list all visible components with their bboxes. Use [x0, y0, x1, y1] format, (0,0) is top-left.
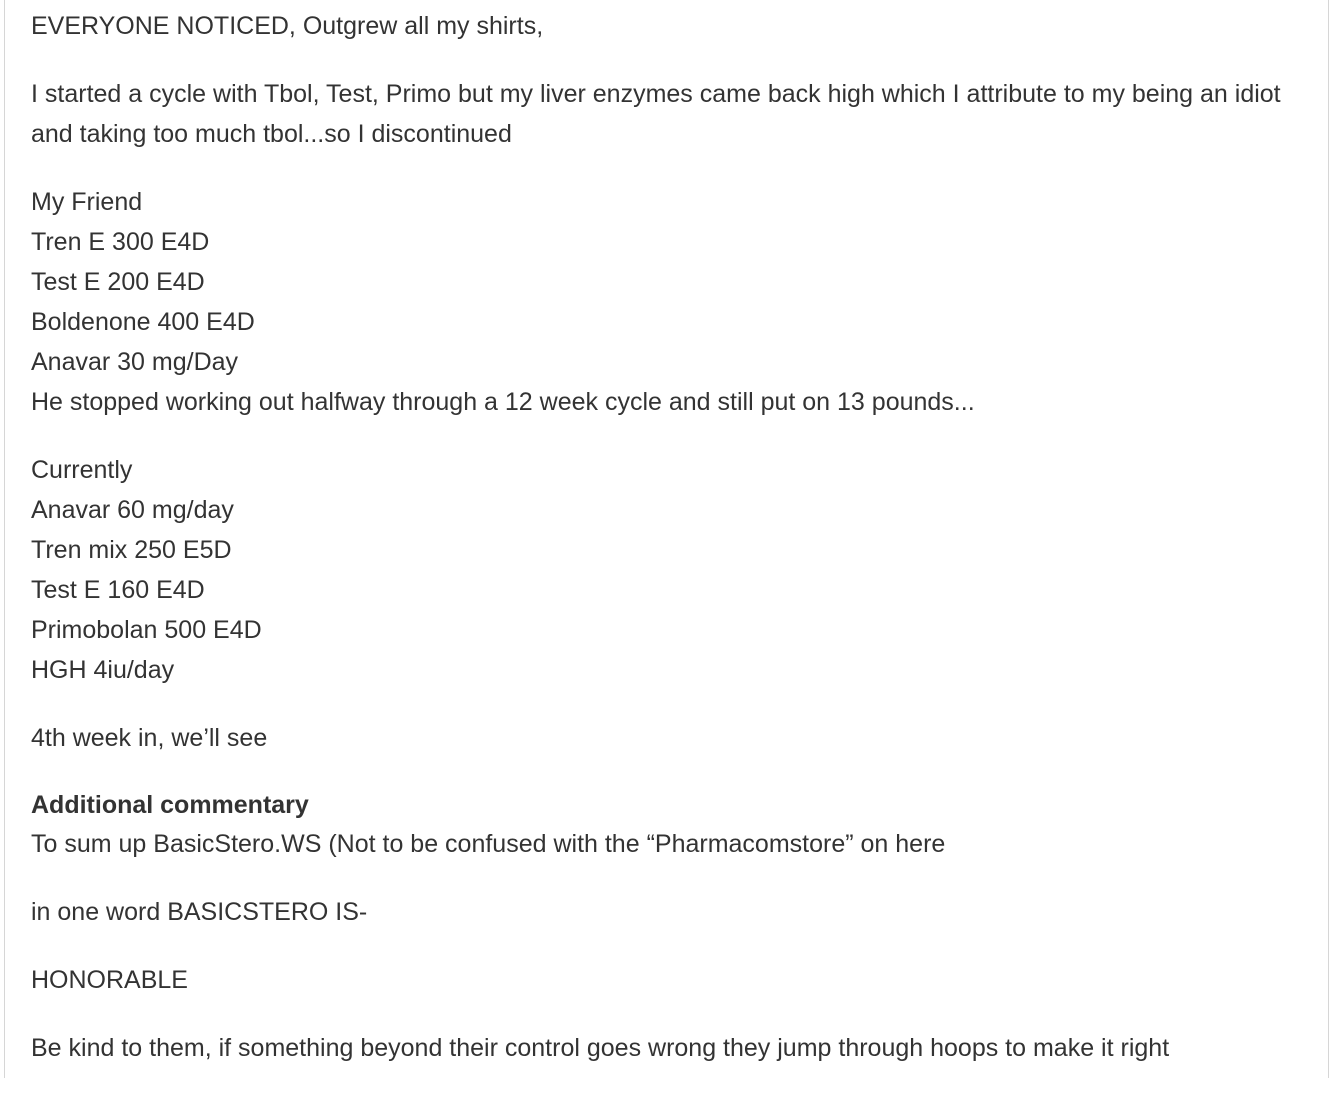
- text-line: HONORABLE: [31, 966, 188, 994]
- current-item: HGH 4iu/day: [31, 656, 175, 684]
- paragraph-friend: [31, 182, 1321, 422]
- friend-item: Anavar 30 mg/Day: [31, 348, 239, 376]
- friend-item: He stopped working out halfway through a 12 week cycle and still put on 13 pounds...: [31, 388, 975, 416]
- friend-item: Test E 200 E4D: [31, 268, 205, 296]
- post-body: [31, 6, 1321, 1096]
- current-heading: Currently: [31, 456, 133, 484]
- commentary-heading: Additional commentary: [31, 791, 309, 819]
- text-line: I started a cycle with Tbol, Test, Primo but my liver enzymes came back high which I attribute to my being an idiot and taking too much tbol...so I discontinued: [31, 80, 1281, 148]
- post-container: [4, 0, 1329, 1078]
- commentary-text: To sum up BasicStero.WS (Not to be confused with the “Pharmacomstore” on here: [31, 830, 946, 858]
- friend-item: Boldenone 400 E4D: [31, 308, 255, 336]
- text-line: 4th week in, we’ll see: [31, 724, 268, 752]
- friend-item: Tren E 300 E4D: [31, 228, 210, 256]
- paragraph-outgrew: [31, 6, 1321, 46]
- text-line: Be kind to them, if something beyond their control goes wrong they jump through hoops to make it right: [31, 1034, 1170, 1062]
- paragraph-one-word: [31, 892, 1321, 932]
- paragraph-week: [31, 718, 1321, 758]
- paragraph-honorable: [31, 960, 1321, 1000]
- paragraph-commentary: [31, 786, 1321, 864]
- friend-heading: My Friend: [31, 188, 143, 216]
- paragraph-cycle: [31, 74, 1321, 154]
- current-item: Anavar 60 mg/day: [31, 496, 234, 524]
- paragraph-be-kind: [31, 1028, 1321, 1068]
- current-item: Test E 160 E4D: [31, 576, 205, 604]
- text-line: EVERYONE NOTICED, Outgrew all my shirts,: [31, 12, 544, 40]
- text-line: in one word BASICSTERO IS-: [31, 898, 368, 926]
- paragraph-currently: [31, 450, 1321, 690]
- current-item: Tren mix 250 E5D: [31, 536, 232, 564]
- current-item: Primobolan 500 E4D: [31, 616, 262, 644]
